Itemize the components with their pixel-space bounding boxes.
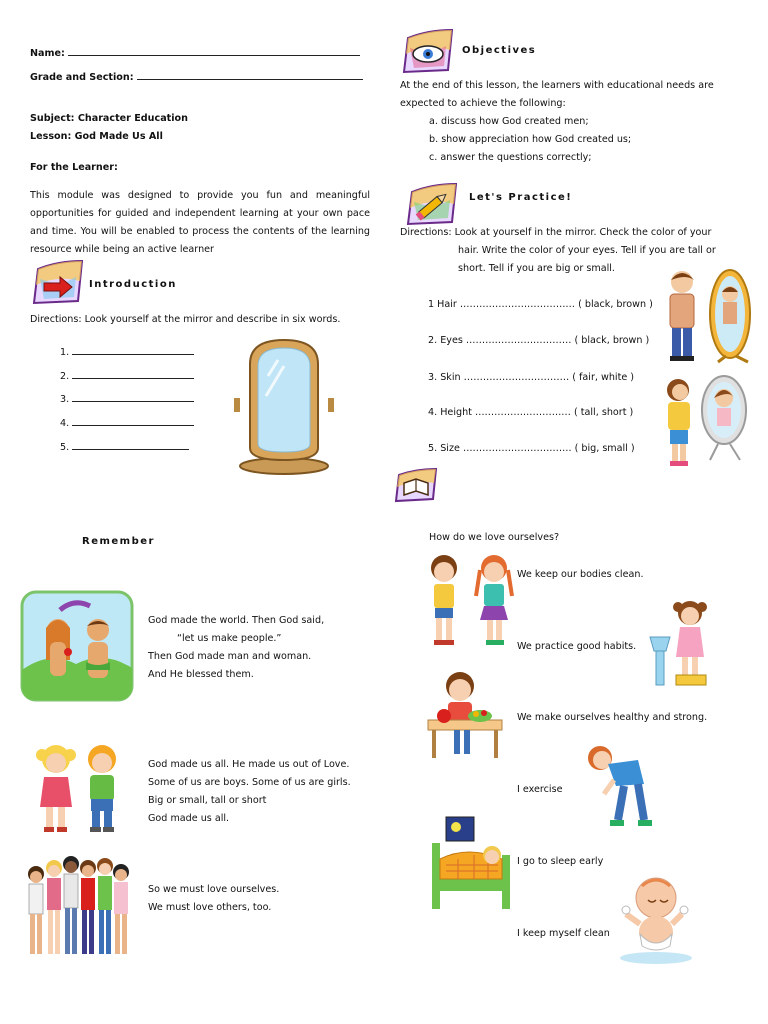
boy-mirror-illustration <box>660 264 752 364</box>
for-learner-label: For the Learner: <box>30 162 118 173</box>
objectives-intro: At the end of this lesson, the learners with educational needs are expected to achieve the following: <box>400 80 714 109</box>
girl-mirror-illustration <box>660 368 750 468</box>
list-item: 4. Height ………………………… ( tall, short ) <box>428 407 634 418</box>
list-item: b. show appreciation how God created us; <box>429 134 632 145</box>
text-line: “let us make people.” <box>177 633 282 644</box>
objectives-list <box>429 113 631 167</box>
name-field <box>30 46 365 59</box>
text-line: God made the world. Then God said, <box>148 615 325 626</box>
love-item-3: We make ourselves healthy and strong. <box>517 712 708 723</box>
introduction-title: Introduction <box>89 279 177 290</box>
mirror-icon <box>228 336 340 476</box>
group-children-illustration <box>24 850 132 962</box>
list-item: 2. Eyes …………………………… ( black, brown ) <box>428 335 650 346</box>
text-line: Some of us are boys. Some of us are girls. <box>148 777 351 788</box>
subject-line: Subject: Character Education <box>30 113 188 124</box>
text-line: We must love others, too. <box>148 902 272 913</box>
brushing-girl-illustration <box>640 597 718 691</box>
remember-block-2 <box>148 756 351 828</box>
list-item: a. discuss how God created men; <box>429 116 589 127</box>
practice-title: Let's Practice! <box>469 192 573 203</box>
eye-icon <box>400 28 456 74</box>
list-item: 5. <box>60 440 210 464</box>
answer-blank[interactable] <box>72 369 194 379</box>
love-item-5: I go to sleep early <box>517 856 604 867</box>
introduction-directions: Directions: Look yourself at the mirror and describe in six words. <box>30 314 341 325</box>
grade-blank[interactable] <box>137 70 363 80</box>
love-item-2: We practice good habits. <box>517 641 637 652</box>
list-item: 5. Size ……………………………. ( big, small ) <box>428 443 635 454</box>
introduction-list <box>60 345 210 464</box>
pencil-icon <box>404 182 460 226</box>
objectives-title: Objectives <box>462 45 537 56</box>
love-question: How do we love ourselves? <box>429 532 560 543</box>
practice-directions-1: Directions: Look at yourself in the mirror. Check the color of your <box>400 227 712 238</box>
boy-girl-illustration <box>22 733 130 837</box>
practice-list <box>428 299 653 454</box>
list-item: 3. <box>60 392 210 416</box>
list-item: 1. <box>60 345 210 369</box>
list-item: 3. Skin …………………………… ( fair, white ) <box>428 372 635 383</box>
grade-field <box>30 70 365 83</box>
list-item: 4. <box>60 416 210 440</box>
practice-directions-2: hair. Write the color of your eyes. Tell if you are tall or <box>458 245 716 256</box>
name-blank[interactable] <box>68 46 360 56</box>
exercise-illustration <box>584 740 654 830</box>
text-line: God made us all. <box>148 813 230 824</box>
remember-title: Remember <box>82 536 155 547</box>
clean-kids-illustration <box>424 548 516 648</box>
love-item-4: I exercise <box>517 784 563 795</box>
answer-blank[interactable] <box>72 416 194 426</box>
garden-illustration <box>20 590 134 702</box>
text-line: God made us all. He made us out of Love. <box>148 759 350 770</box>
list-item: 2. <box>60 369 210 392</box>
book-icon <box>392 467 440 503</box>
text-line: Then God made man and woman. <box>148 651 312 662</box>
lesson-line: Lesson: God Made Us All <box>30 131 163 142</box>
grade-label: Grade and Section: <box>30 72 134 83</box>
remember-block-3 <box>148 881 279 917</box>
list-item: c. answer the questions correctly; <box>429 152 592 163</box>
name-label: Name: <box>30 48 65 59</box>
text-line: So we must love ourselves. <box>148 884 280 895</box>
answer-blank[interactable] <box>72 440 189 450</box>
text-line: And He blessed them. <box>148 669 254 680</box>
answer-blank[interactable] <box>72 345 194 355</box>
eating-boy-illustration <box>424 668 506 762</box>
love-item-6: I keep myself clean <box>517 928 610 939</box>
practice-directions-3: short. Tell if you are big or small. <box>458 263 615 274</box>
text-line: Big or small, tall or short <box>148 795 267 806</box>
arrow-icon <box>30 259 86 305</box>
list-item: 1 Hair ……………………………… ( black, brown ) <box>428 299 653 310</box>
remember-block-1 <box>148 612 324 684</box>
baby-clean-illustration <box>612 874 698 966</box>
answer-blank[interactable] <box>72 392 194 402</box>
love-item-1: We keep our bodies clean. <box>517 569 644 580</box>
sleeping-illustration <box>428 815 514 911</box>
intro-paragraph: This module was designed to provide you fun and meaningful opportunities for guided and independent learning at your own pace and time. You will be enabled to process the contents of the learning resource while being an active learner <box>30 190 370 255</box>
